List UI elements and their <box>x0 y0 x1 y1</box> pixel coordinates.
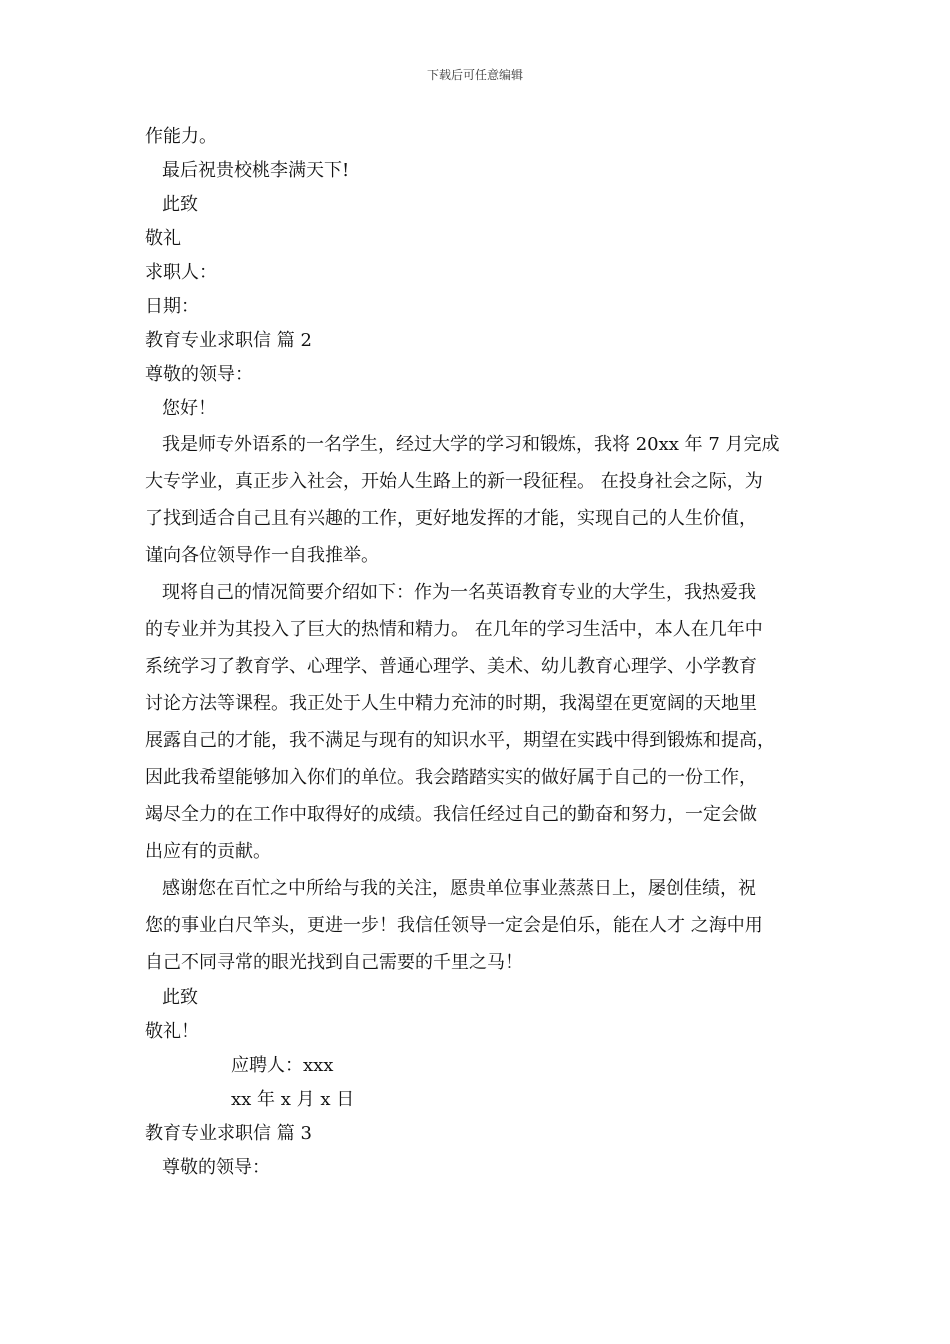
text-line: 最后祝贵校桃李满天下! <box>162 160 350 181</box>
paragraph-line: 讨论方法等课程。我正处于人生中精力充沛的时期，我渴望在更宽阔的天地里 <box>145 693 757 714</box>
paragraph-line: 现将自己的情况简要介绍如下：作为一名英语教育专业的大学生，我热爱我 <box>162 582 756 603</box>
paragraph-line: 系统学习了教育学、心理学、普通心理学、美术、幼儿教育心理学、小学教育 <box>145 656 757 677</box>
paragraph-line: 我是师专外语系的一名学生，经过大学的学习和锻炼，我将 20xx 年 7 月完成 <box>162 434 780 455</box>
greeting: 您好！ <box>162 398 216 419</box>
text-line: 作能力。 <box>145 126 217 147</box>
section-title: 教育专业求职信 篇 3 <box>145 1123 312 1144</box>
paragraph-line: 出应有的贡献。 <box>145 841 271 862</box>
paragraph-2 <box>145 574 810 870</box>
date-label: 日期： <box>145 296 199 317</box>
signature-date: xx 年 x 月 x 日 <box>231 1089 355 1110</box>
document-body <box>145 120 810 1185</box>
closing-salute: 敬礼！ <box>145 1021 199 1042</box>
applicant-label: 求职人： <box>145 262 217 283</box>
page-header: 下载后可任意编辑 <box>426 68 523 82</box>
applicant-signature: 应聘人：xxx <box>231 1055 334 1076</box>
paragraph-line: 自己不同寻常的眼光找到自己需要的千里之马！ <box>145 952 523 973</box>
paragraph-line: 的专业并为其投入了巨大的热情和精力。 在几年的学习生活中，本人在几年中 <box>145 619 763 640</box>
paragraph-line: 您的事业白尺竿头，更进一步！我信任领导一定会是伯乐，能在人才 之海中用 <box>145 915 763 936</box>
paragraph-line: 感谢您在百忙之中所给与我的关注，愿贵单位事业蒸蒸日上，屡创佳绩，祝 <box>162 878 756 899</box>
paragraph-line: 竭尽全力的在工作中取得好的成绩。我信任经过自己的勤奋和努力，一定会做 <box>145 804 757 825</box>
paragraph-3 <box>145 870 810 981</box>
closing-salute: 敬礼 <box>145 228 181 249</box>
section-title: 教育专业求职信 篇 2 <box>145 330 312 351</box>
paragraph-line: 了找到适合自己且有兴趣的工作，更好地发挥的才能，实现自己的人生价值， <box>145 508 757 529</box>
paragraph-line: 谨向各位领导作一自我推举。 <box>145 545 379 566</box>
paragraph-line: 大专学业，真正步入社会，开始人生路上的新一段征程。 在投身社会之际，为 <box>145 471 763 492</box>
paragraph-1 <box>145 426 810 574</box>
closing-line: 此致 <box>162 194 198 215</box>
paragraph-line: 因此我希望能够加入你们的单位。我会踏踏实实的做好属于自己的一份工作， <box>145 767 757 788</box>
salutation: 尊敬的领导： <box>162 1157 270 1178</box>
salutation: 尊敬的领导： <box>145 364 253 385</box>
paragraph-line: 展露自己的才能，我不满足与现有的知识水平，期望在实践中得到锻炼和提高， <box>145 730 775 751</box>
closing-line: 此致 <box>162 987 198 1008</box>
